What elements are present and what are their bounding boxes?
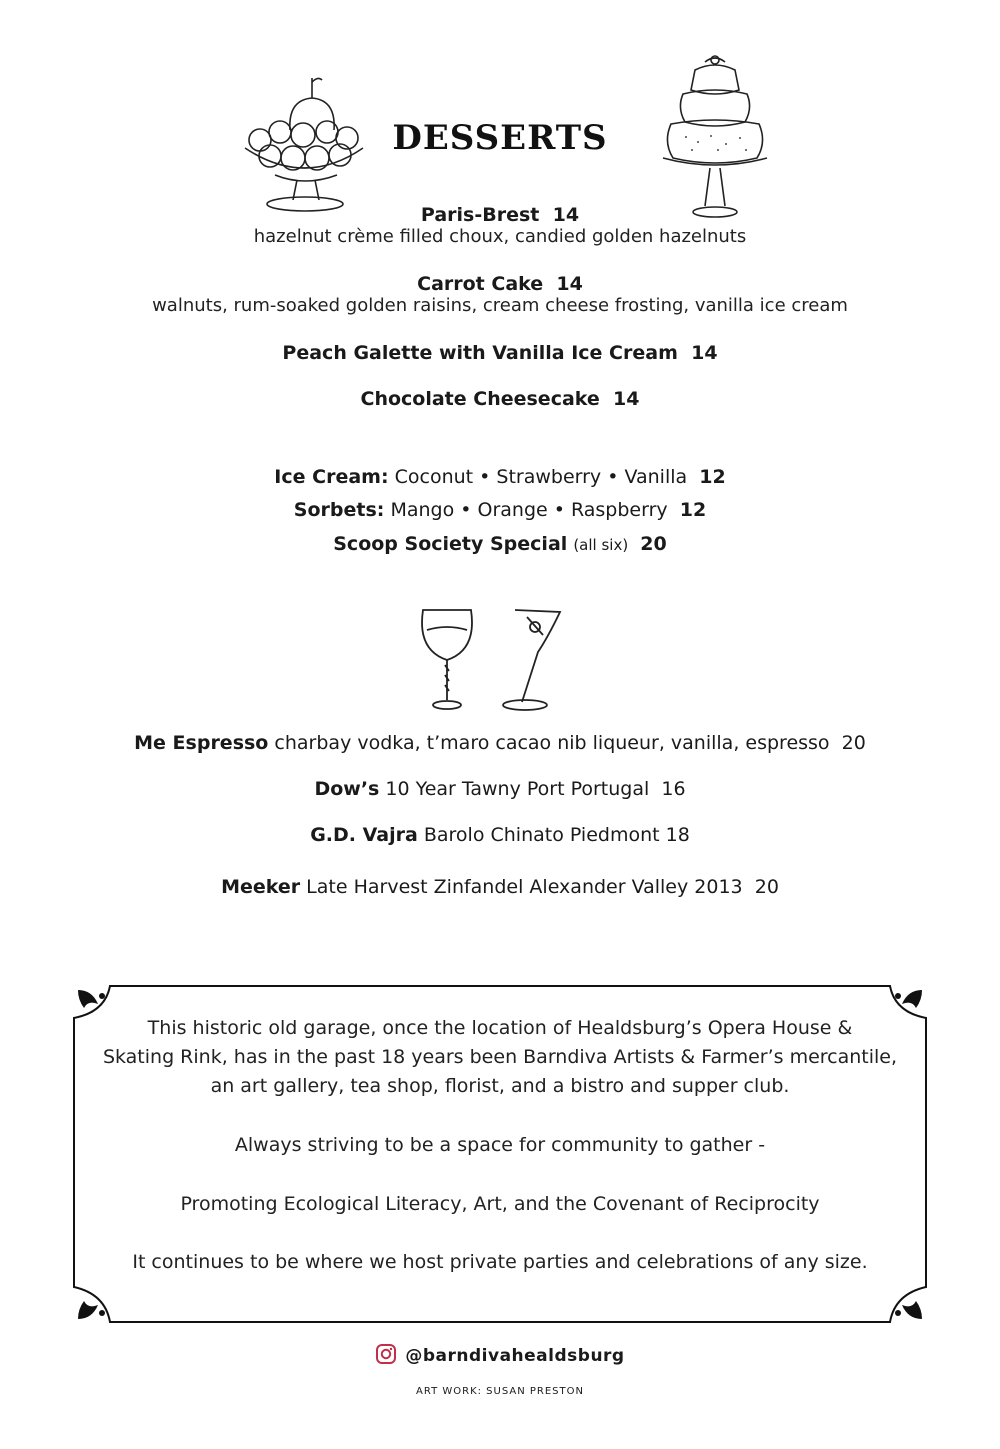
dessert-item bbox=[0, 388, 1000, 410]
instagram-icon bbox=[375, 1343, 397, 1365]
frozen-price: 12 bbox=[699, 466, 726, 488]
dessert-description: walnuts, rum-soaked golden raisins, cream cheese frosting, vanilla ice cream bbox=[152, 295, 848, 316]
social-handle-row[interactable] bbox=[0, 1343, 1000, 1366]
about-line: an art gallery, tea shop, florist, and a bistro and supper club. bbox=[210, 1075, 790, 1097]
frozen-item bbox=[0, 533, 1000, 555]
drink-description: charbay vodka, t’maro cacao nib liqueur, vanilla, espresso bbox=[274, 732, 830, 754]
about-line: This historic old garage, once the location of Healdsburg’s Opera House & bbox=[147, 1017, 853, 1039]
dessert-name: Peach Galette with Vanilla Ice Cream bbox=[282, 342, 678, 364]
frozen-flavors: Coconut • Strawberry • Vanilla bbox=[394, 466, 688, 488]
artwork-credit: ART WORK: SUSAN PRESTON bbox=[416, 1386, 584, 1397]
drink-price: 20 bbox=[754, 876, 779, 898]
dessert-price: 14 bbox=[552, 204, 580, 226]
frozen-label: Ice Cream: bbox=[274, 466, 389, 488]
drink-description: 10 Year Tawny Port Portugal bbox=[385, 778, 650, 800]
drink-name: Meeker bbox=[221, 876, 301, 898]
dessert-name: Paris-Brest bbox=[420, 204, 540, 226]
about-line: Promoting Ecological Literacy, Art, and the Covenant of Reciprocity bbox=[180, 1193, 820, 1215]
drink-item bbox=[0, 732, 1000, 754]
dessert-name: Chocolate Cheesecake bbox=[360, 388, 600, 410]
frozen-item bbox=[0, 499, 1000, 521]
drink-description: Barolo Chinato Piedmont 18 bbox=[423, 824, 690, 846]
about-line: It continues to be where we host private parties and celebrations of any size. bbox=[132, 1251, 868, 1273]
dessert-price: 14 bbox=[691, 342, 718, 364]
drink-name: Me Espresso bbox=[134, 732, 269, 754]
about-line: Skating Rink, has in the past 18 years been Barndiva Artists & Farmer’s mercantile, bbox=[102, 1046, 898, 1068]
social-handle[interactable]: @barndivahealdsburg bbox=[405, 1346, 625, 1366]
drink-price: 20 bbox=[841, 732, 866, 754]
frozen-label: Scoop Society Special bbox=[333, 533, 568, 555]
frozen-price: 12 bbox=[679, 499, 707, 521]
frozen-note: (all six) bbox=[573, 536, 629, 554]
cocktail-glasses-illustration-icon bbox=[415, 605, 565, 715]
drink-name: Dow’s bbox=[314, 778, 380, 800]
frozen-item bbox=[0, 466, 1000, 488]
frozen-label: Sorbets: bbox=[293, 499, 385, 521]
dessert-item bbox=[0, 204, 1000, 247]
dessert-price: 14 bbox=[556, 273, 583, 295]
about-line: Always striving to be a space for community to gather - bbox=[234, 1134, 766, 1156]
frozen-price: 20 bbox=[640, 533, 667, 555]
dessert-item bbox=[0, 342, 1000, 364]
drink-item bbox=[0, 778, 1000, 800]
page-title: DESSERTS bbox=[392, 118, 608, 158]
frozen-flavors: Mango • Orange • Raspberry bbox=[390, 499, 668, 521]
drink-name: G.D. Vajra bbox=[310, 824, 418, 846]
dessert-item bbox=[0, 273, 1000, 316]
drink-item bbox=[0, 876, 1000, 898]
dessert-description: hazelnut crème filled choux, candied golden hazelnuts bbox=[253, 226, 747, 247]
drink-item bbox=[0, 824, 1000, 846]
drink-description: Late Harvest Zinfandel Alexander Valley 2013 bbox=[306, 876, 743, 898]
dessert-name: Carrot Cake bbox=[417, 273, 544, 295]
drink-price: 16 bbox=[661, 778, 686, 800]
dessert-price: 14 bbox=[613, 388, 640, 410]
